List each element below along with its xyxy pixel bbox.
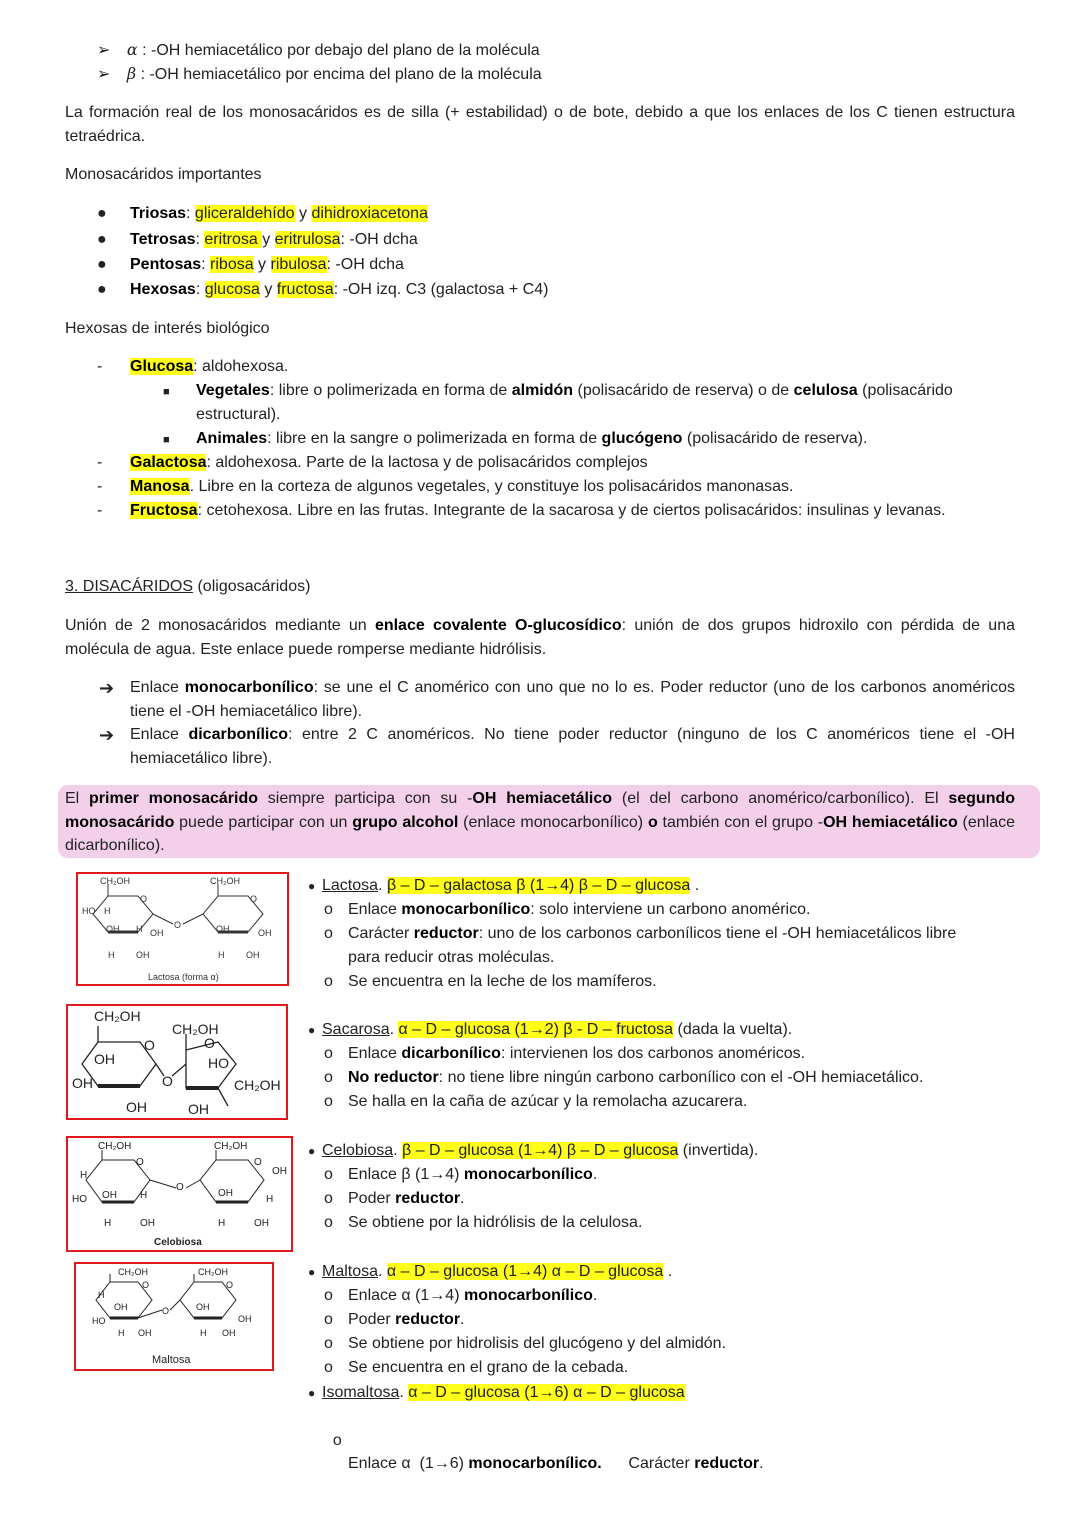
circle-bullet-icon: o (324, 1287, 333, 1304)
svg-text:OH: OH (140, 1218, 155, 1229)
svg-text:O: O (140, 894, 148, 904)
svg-text:OH: OH (222, 1328, 236, 1338)
bullet-dot-icon: ● (97, 205, 107, 222)
bullet-dot-icon: ● (97, 281, 107, 298)
celobiosa-item: o Enlace β (1→4) monocarbonílico. (324, 1166, 598, 1183)
isomaltosa-heading: ● Isomaltosa. α – D – glucosa (1→6) α – D – glucosa (308, 1384, 685, 1401)
celobiosa-item: o Poder reductor. (324, 1190, 465, 1207)
svg-text:O: O (250, 894, 258, 904)
anomer-alpha: ➢ α : -OH hemiacetálico por debajo del plano de la molécula (97, 40, 540, 59)
lactosa-heading: ● Lactosa. β – D – galactosa β (1→4) β – D – glucosa . (308, 877, 700, 894)
svg-text:H: H (98, 1290, 105, 1300)
hexose-glucosa: - Glucosa: aldohexosa. (97, 358, 289, 375)
sacarosa-heading: ● Sacarosa. α – D – glucosa (1→2) β - D – fructosa (dada la vuelta). (308, 1021, 793, 1038)
circle-bullet-icon: o (324, 901, 333, 918)
svg-text:OH: OH (150, 928, 164, 938)
circle-bullet-icon: o (324, 1069, 333, 1086)
figure-caption: Celobiosa (154, 1237, 202, 1248)
svg-text:H: H (200, 1328, 207, 1338)
svg-text:OH: OH (196, 1302, 210, 1312)
svg-text:OH: OH (114, 1302, 128, 1312)
svg-text:CH₂OH: CH₂OH (198, 1267, 228, 1277)
svg-text:H: H (104, 1218, 112, 1229)
svg-text:O: O (144, 1037, 155, 1053)
svg-text:HO: HO (82, 906, 96, 916)
list-item: ● Triosas: gliceraldehído y dihidroxiacetona (97, 205, 428, 222)
svg-text:OH: OH (272, 1166, 287, 1177)
svg-text:OH: OH (216, 924, 230, 934)
svg-text:H: H (140, 1190, 148, 1201)
svg-text:CH₂OH: CH₂OH (100, 876, 130, 886)
svg-text:H: H (218, 950, 225, 960)
svg-text:O: O (226, 1280, 234, 1290)
svg-text:CH₂OH: CH₂OH (234, 1077, 281, 1093)
svg-text:HO: HO (208, 1055, 229, 1071)
celobiosa-heading: ● Celobiosa. β – D – glucosa (1→4) β – D – glucosa (invertida). (308, 1142, 759, 1159)
svg-text:H: H (118, 1328, 125, 1338)
svg-text:OH: OH (218, 1188, 233, 1199)
glucosa-animales: ■ Animales: libre en la sangre o polimerizada en forma de glucógeno (polisacárido de reserva). (163, 430, 868, 447)
svg-text:H: H (266, 1194, 274, 1205)
svg-text:CH₂OH: CH₂OH (172, 1021, 219, 1037)
svg-text:HO: HO (92, 1316, 106, 1326)
bullet-dot-icon: ● (308, 879, 316, 893)
svg-text:O: O (204, 1035, 215, 1051)
anomer-beta: ➢ β : -OH hemiacetálico por encima del plano de la molécula (97, 64, 542, 83)
lactosa-item: o Se encuentra en la leche de los mamíferos. (324, 973, 657, 990)
svg-text:OH: OH (258, 928, 272, 938)
lactosa-item (324, 922, 333, 946)
figure-caption: Lactosa (forma α) (148, 972, 219, 982)
svg-text:OH: OH (72, 1075, 93, 1091)
bullet-dot-icon: ● (308, 1023, 316, 1037)
section-title: 3. DISACÁRIDOS (oligosacáridos) (65, 578, 311, 595)
figure-caption: Maltosa (152, 1354, 191, 1366)
maltosa-item: o Se encuentra en el grano de la cebada. (324, 1359, 629, 1376)
bullet-dot-icon: ● (97, 256, 107, 273)
svg-text:H: H (80, 1170, 88, 1181)
pink-note: El primer monosacárido siempre participa con su -OH hemiacetálico (el del carbono anomérico/carbonílico). El segundo monosacárido puede participar con un grupo alcohol (enlace monocarbonílico) o también con el grupo -OH hemiacetálico (enlace dicarbonílico). (65, 790, 1016, 855)
svg-text:CH₂OH: CH₂OH (94, 1008, 141, 1024)
circle-bullet-icon: o (324, 1190, 333, 1207)
circle-bullet-icon: o (324, 925, 333, 942)
hexose-galactosa: - Galactosa: aldohexosa. Parte de la lactosa y de polisacáridos complejos (97, 454, 648, 471)
arrow-bullet-icon: ➔ (99, 678, 115, 698)
lactosa-structure-figure (76, 872, 289, 986)
svg-text:CH₂OH: CH₂OH (214, 1141, 248, 1152)
list-item: ● Pentosas: ribosa y ribulosa: -OH dcha (97, 256, 404, 273)
svg-text:OH: OH (138, 1328, 152, 1338)
circle-bullet-icon: o (324, 1045, 333, 1062)
maltosa-item: o Enlace α (1→4) monocarbonílico. (324, 1287, 598, 1304)
svg-text:O: O (174, 920, 182, 930)
lactosa-item: o Enlace monocarbonílico: solo interviene un carbono anomérico. (324, 901, 811, 918)
circle-bullet-icon: o (332, 1431, 342, 1449)
intro-paragraph: La formación real de los monosacáridos es de silla (+ estabilidad) o de bote, debido a que los enlaces de los C tienen estructura tetraédrica. (65, 104, 1015, 145)
sacarosa-structure-figure (66, 1004, 288, 1120)
circle-bullet-icon: o (324, 1359, 333, 1376)
square-bullet-icon: ■ (163, 434, 170, 446)
arrowhead-bullet-icon: ➢ (97, 42, 111, 59)
svg-text:OH: OH (136, 950, 150, 960)
mono-heading: Monosacáridos importantes (65, 166, 262, 183)
circle-bullet-icon: o (324, 1335, 333, 1352)
svg-text:O: O (136, 1157, 144, 1168)
sacarosa-item: o Enlace dicarbonílico: intervienen los dos carbonos anoméricos. (324, 1045, 806, 1062)
svg-text:OH: OH (126, 1099, 147, 1115)
enlace-monocarbonilico: Enlace monocarbonílico: se une el C anomérico con uno que no lo es. Poder reductor (uno de los carbonos anoméricos tiene el -OH hemiacetálico libre). (130, 679, 1015, 720)
svg-text:OH: OH (238, 1314, 252, 1324)
svg-text:OH: OH (94, 1051, 115, 1067)
glucosa-vegetales (163, 379, 170, 405)
circle-bullet-icon: o (324, 1166, 333, 1183)
celobiosa-structure-figure (66, 1136, 293, 1252)
list-item: ● Hexosas: glucosa y fructosa: -OH izq. C3 (galactosa + C4) (97, 281, 549, 298)
svg-text:OH: OH (254, 1218, 269, 1229)
arrow-bullet-icon: ➔ (99, 725, 115, 745)
svg-text:CH₂OH: CH₂OH (118, 1267, 148, 1277)
bullet-dot-icon: ● (308, 1386, 316, 1400)
svg-text:OH: OH (106, 924, 120, 934)
svg-text:O: O (142, 1280, 150, 1290)
svg-text:O: O (254, 1157, 262, 1168)
square-bullet-icon: ■ (163, 386, 170, 398)
svg-text:CH₂OH: CH₂OH (210, 876, 240, 886)
svg-text:H: H (218, 1218, 226, 1229)
bullet-dot-icon: ● (308, 1265, 316, 1279)
maltosa-heading: ● Maltosa. α – D – glucosa (1→4) α – D – glucosa . (308, 1263, 673, 1280)
svg-text:O: O (162, 1306, 170, 1316)
bullet-dot-icon: ● (97, 231, 107, 248)
sacarosa-item: o Se halla en la caña de azúcar y la remolacha azucarera. (324, 1093, 748, 1110)
bullet-dot-icon: ● (308, 1144, 316, 1158)
maltosa-structure-figure (74, 1262, 274, 1371)
arrowhead-bullet-icon: ➢ (97, 66, 111, 83)
maltosa-item: o Se obtiene por hidrolisis del glucógeno y del almidón. (324, 1335, 727, 1352)
enlace-dicarbonilico: Enlace dicarbonílico: entre 2 C anoméricos. No tiene poder reductor (ninguno de los C anoméricos tiene el -OH hemiacetálico libre). (130, 726, 1015, 767)
svg-text:H: H (136, 924, 143, 934)
svg-text:HO: HO (72, 1194, 87, 1205)
svg-text:OH: OH (246, 950, 260, 960)
svg-text:O: O (162, 1073, 173, 1089)
hexose-fructosa: - Fructosa: cetohexosa. Libre en las frutas. Integrante de la sacarosa y de ciertos polisacáridos: insulinas y levanas. (97, 502, 946, 519)
hex-heading: Hexosas de interés biológico (65, 320, 270, 337)
circle-bullet-icon: o (324, 1311, 333, 1328)
svg-text:OH: OH (188, 1101, 209, 1117)
hexose-manosa: - Manosa. Libre en la corteza de algunos vegetales, y constituye los polisacáridos manonasas. (97, 478, 794, 495)
svg-text:O: O (176, 1182, 184, 1193)
circle-bullet-icon: o (324, 1093, 333, 1110)
circle-bullet-icon: o (324, 973, 333, 990)
union-paragraph: Unión de 2 monosacáridos mediante un enlace covalente O-glucosídico: unión de dos grupos hidroxilo con pérdida de una molécula de agua. Este enlace puede romperse mediante hidrólisis. (65, 617, 1015, 658)
circle-bullet-icon: o (324, 1214, 333, 1231)
celobiosa-item: o Se obtiene por la hidrólisis de la celulosa. (324, 1214, 643, 1231)
glucosa-vegetales-text: Vegetales: libre o polimerizada en forma de almidón (polisacárido de reserva) o de celulosa (polisacárido (196, 382, 953, 399)
svg-text:CH₂OH: CH₂OH (98, 1141, 132, 1152)
isomaltosa-item: o Enlace α (1→6) monocarbonílico. Carácter reductor. (332, 1431, 764, 1473)
svg-text:H: H (104, 906, 111, 916)
svg-text:OH: OH (102, 1190, 117, 1201)
list-item: ● Tetrosas: eritrosa y eritrulosa: -OH dcha (97, 231, 418, 248)
maltosa-item: o Poder reductor. (324, 1311, 465, 1328)
sacarosa-item: o No reductor: no tiene libre ningún carbono carbonílico con el -OH hemiacetálico. (324, 1069, 924, 1086)
svg-text:H: H (108, 950, 115, 960)
